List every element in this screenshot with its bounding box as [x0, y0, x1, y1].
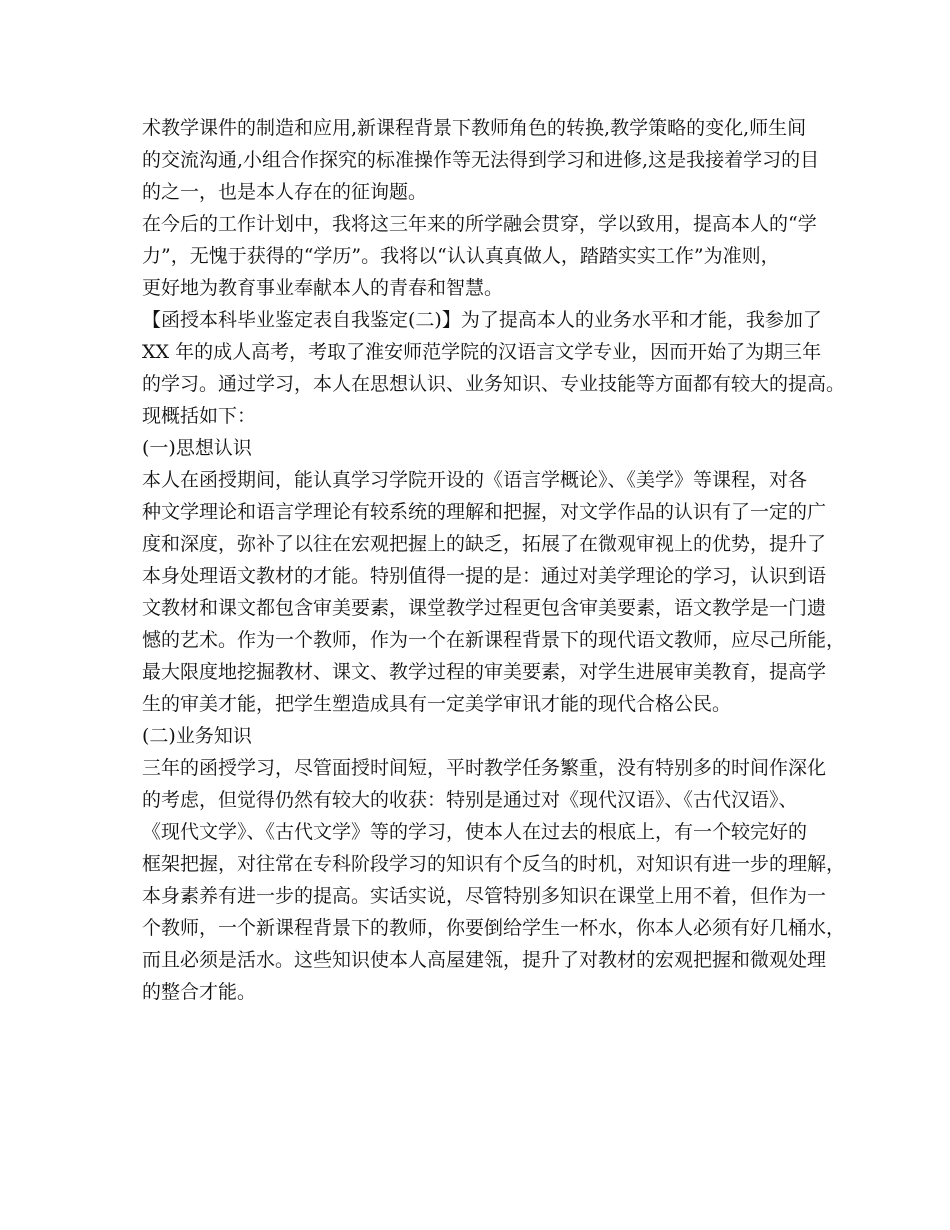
- text-line: 最大限度地挖掘教材、课文、教学过程的审美要素，对学生进展审美教育，提高学: [142, 661, 827, 683]
- text-line: 憾的艺术。作为一个教师，作为一个在新课程背景下的现代语文教师，应尽己所能，: [142, 629, 846, 651]
- text-line: 的交流沟通,小组合作探究的标准操作等无法得到学习和进修,这是我接着学习的目: [142, 149, 820, 171]
- text-line: 力”，无愧于获得的“学历”。我将以“认认真真做人，踏踏实实工作”为准则，: [142, 245, 780, 267]
- text-line: XX 年的成人高考，考取了淮安师范学院的汉语言文学专业，因而开始了为期三年: [142, 341, 822, 363]
- text-line: 文教材和课文都包含审美要素，课堂教学过程更包含审美要素，语文教学是一门遗: [142, 597, 827, 619]
- text-line: 三年的函授学习，尽管面授时间短，平时教学任务繁重，没有特别多的时间作深化: [142, 757, 827, 779]
- text-line: 本身处理语文教材的才能。特别值得一提的是：通过对美学理论的学习，认识到语: [142, 565, 827, 587]
- text-line: 而且必须是活水。这些知识使本人高屋建瓴，提升了对教材的宏观把握和微观处理: [142, 949, 827, 971]
- text-line: 框架把握，对往常在专科阶段学习的知识有个反刍的时机，对知识有进一步的理解，: [142, 853, 846, 875]
- text-line: 度和深度，弥补了以往在宏观把握上的缺乏，拓展了在微观审视上的优势，提升了: [142, 533, 827, 555]
- text-line: 的学习。通过学习，本人在思想认识、业务知识、专业技能等方面都有较大的提高。: [142, 373, 846, 395]
- section-heading: (二)业务知识: [142, 725, 252, 747]
- text-line: 《现代文学》、《古代文学》等的学习，使本人在过去的根底上，有一个较完好的: [142, 821, 808, 843]
- text-line: 的整合才能。: [142, 981, 257, 1003]
- text-line: 【函授本科毕业鉴定表自我鉴定(二)】为了提高本人的业务水平和才能，我参加了: [142, 309, 822, 331]
- section-heading: (一)思想认识: [142, 437, 252, 459]
- text-line: 现概括如下：: [142, 405, 257, 427]
- text-line: 的考虑，但觉得仍然有较大的收获：特别是通过对《现代汉语》、《古代汉语》、: [142, 789, 798, 811]
- text-line: 更好地为教育事业奉献本人的青春和智慧。: [142, 277, 504, 299]
- text-line: 本身素养有进一步的提高。实话实说，尽管特别多知识在课堂上用不着，但作为一: [142, 885, 827, 907]
- text-line: 生的审美才能，把学生塑造成具有一定美学审讯才能的现代合格公民。: [142, 693, 732, 715]
- text-line: 本人在函授期间，能认真学习学院开设的《语言学概论》、《美学》等课程，对各: [142, 469, 808, 491]
- text-line: 术教学课件的制造和应用,新课程背景下教师角色的转换,教学策略的变化,师生间: [142, 117, 807, 139]
- text-line: 在今后的工作计划中，我将这三年来的所学融会贯穿，学以致用，提高本人的“学: [142, 213, 817, 235]
- text-line: 个教师，一个新课程背景下的教师，你要倒给学生一杯水，你本人必须有好几桶水，: [142, 917, 846, 939]
- document-body: [142, 112, 846, 1008]
- text-line: 种文学理论和语言学理论有较系统的理解和把握，对文学作品的认识有了一定的广: [142, 501, 827, 523]
- text-line: 的之一，也是本人存在的征询题。: [142, 181, 428, 203]
